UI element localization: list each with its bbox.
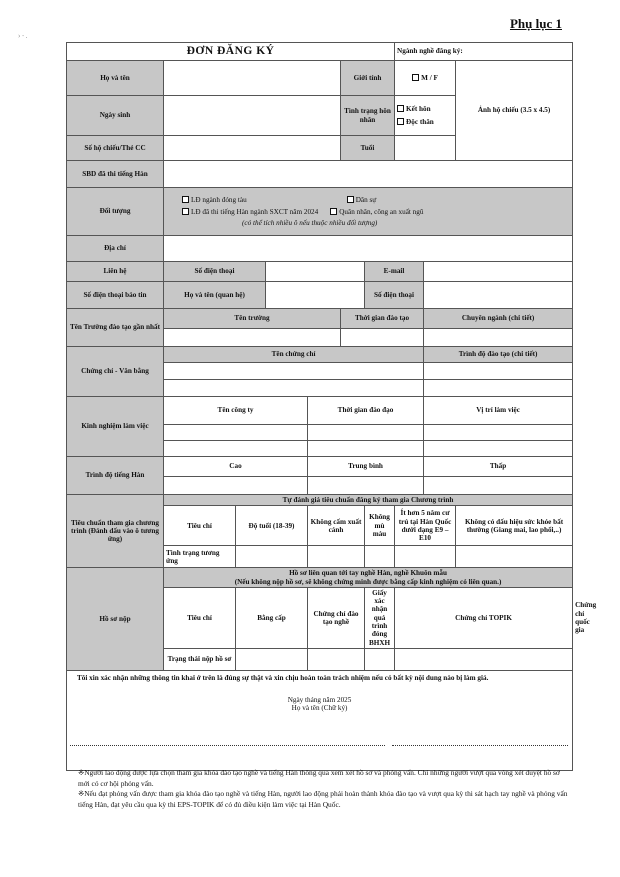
age-label: Tuổi bbox=[341, 136, 395, 161]
dossier-bhxh-col: Giấy xác nhận quá trình đóng BHXH bbox=[365, 587, 395, 648]
criteria-stay-col: Ít hơn 5 năm cư trú tại Hàn Quốc dưới dạng E9 – E10 bbox=[395, 506, 456, 546]
cert-name-header: Tên chứng chỉ bbox=[164, 347, 424, 363]
dossier-degree-field[interactable] bbox=[236, 648, 308, 670]
criteria-health-col: Không có dấu hiệu sức khỏe bất thường (Giang mai, lao phổi,..) bbox=[456, 506, 573, 546]
target-opt2: Dân sự bbox=[355, 196, 377, 205]
criteria-status-label: Tình trạng tương ứng bbox=[164, 546, 236, 568]
occupation-field[interactable] bbox=[395, 43, 573, 61]
target-note: (có thể tích nhiều ô nếu thuộc nhiều đối tượng) bbox=[242, 218, 378, 227]
criteria-stay-field[interactable] bbox=[395, 546, 456, 568]
relative-phone-label: Số điện thoại bbox=[365, 282, 424, 309]
dossier-skill-field[interactable] bbox=[308, 648, 365, 670]
company-header: Tên công ty bbox=[164, 397, 308, 425]
target-options bbox=[164, 188, 573, 236]
school-major-header: Chuyên ngành (chi tiết) bbox=[424, 309, 573, 329]
sbd-label: SBD đã thi tiếng Hàn bbox=[67, 161, 164, 188]
email-label: E-mail bbox=[365, 262, 424, 282]
position-field[interactable] bbox=[424, 425, 573, 441]
occupation-label: Ngành nghề đăng ký: bbox=[397, 47, 463, 56]
age-field[interactable] bbox=[395, 136, 456, 161]
cert-level-field[interactable] bbox=[424, 380, 573, 397]
single-label: Độc thân bbox=[406, 118, 434, 126]
signature-line: Họ và tên (Chữ ký) bbox=[291, 704, 348, 713]
korean-low: Thấp bbox=[424, 457, 573, 477]
checkbox-icon[interactable] bbox=[330, 208, 337, 215]
declaration-area bbox=[67, 670, 573, 770]
appendix-label: Phụ lục 1 bbox=[509, 16, 562, 31]
checkbox-icon[interactable] bbox=[182, 196, 189, 203]
gender-options: M / F bbox=[421, 73, 438, 82]
criteria-color-field[interactable] bbox=[365, 546, 395, 568]
emergency-label: Số điện thoại báo tin bbox=[67, 282, 164, 309]
cert-level-header: Trình độ đào tạo (chi tiết) bbox=[424, 347, 573, 363]
relative-phone-field[interactable] bbox=[424, 282, 573, 309]
school-major-field[interactable] bbox=[424, 329, 573, 347]
criteria-col: Tiêu chí bbox=[164, 506, 236, 546]
registration-form: ĐƠN ĐĂNG KÝ Ngành nghề đăng ký: Họ và tên Giới tính M / F Ảnh hộ chiếu (3.5 x 4.5) Ngày sinh Tình trạng hôn nhân Kết hôn Độc thân Số hộ chiếu/Thẻ CC Tuổi SBD đã thi tiếng Hàn Đối tượng LĐ ngành đóng tàu Dân sự LĐ đã thi tiếng Hàn ngành SXCT năm 2024 Quân nhân, công an xuất ngũ (có thể tích nhiều ô nếu thuộc nhiều đối tượng) Địa chỉ Liên hệ Số điện thoại E-mail Số điện thoại báo tin Họ và tên (quan hệ) Số điện thoại Tên Trường đào tạo gần nhất Tên trường Thời gian đào tạo Chuyên ngành (chi tiết) Chứng chỉ - Văn bằng Tên chứng chỉ Trình độ đào tạo (chi tiết) Kinh nghiệm làm việc Tên công ty Thời gian đào đạo Vị trí làm việc Trình độ tiếng Hàn Cao Trung bình Thấp Tiêu chuẩn tham gia chương trình (Đánh dấu vào ô tương ứng) Tự đánh giá tiêu chuẩn đăng ký tham gia Chương trình Tiêu chí Độ tuổi (18-39) Không cấm xuất cảnh Không mù màu Ít hơn 5 năm cư trú tại Hàn Quốc dưới dạng E9 – E10 Không có dấu hiệu sức khỏe bất thường (Giang mai, lao phổi,..) Tình trạng tương ứng Hồ sơ nộp Hồ sơ liên quan tới tay nghề Hàn, nghề Khuôn mẫu (Nếu không nộp hồ sơ, sẽ không chứng minh được bằng cấp kinh nghiệm có liên quan.) Tiêu chí Bằng cấp Chứng chỉ đào tạo nghề Giấy xác nhận quá trình đóng BHXH Chứng chỉ TOPIK Chứng chỉ quốc gia Trạng thái nộp hồ sơ Tôi xin xác nhận những thông tin khai ở trên là đúng sự thật và xin chịu hoàn toàn trách nhiệm nếu có bất kỳ nội dung nào bị làm giả. Ngày tháng năm 2025 Họ và tên (Chữ ký) bbox=[66, 42, 573, 771]
korean-label: Trình độ tiếng Hàn bbox=[67, 457, 164, 495]
checkbox-icon[interactable] bbox=[397, 105, 404, 112]
korean-mid-field[interactable] bbox=[308, 477, 424, 495]
work-time-field[interactable] bbox=[308, 441, 424, 457]
date-line: Ngày tháng năm 2025 bbox=[287, 696, 352, 705]
criteria-ban-col: Không cấm xuất cảnh bbox=[308, 506, 365, 546]
photo-box bbox=[456, 61, 573, 161]
signature-dotted-line bbox=[392, 745, 568, 746]
phone-field[interactable] bbox=[266, 262, 365, 282]
note-item: ※Nếu đạt phỏng vấn được tham gia khóa đào tạo nghề và tiếng Hàn, người lao động phải hoàn thành khóa đào tạo và vượt qua kỳ thi sát hạch tay nghề và phỏng vấn tiếng Hàn, đạt yêu cầu qua kỳ thi EPS-TOPIK để có đủ điều kiện làm việc tại Hàn Quốc. bbox=[78, 789, 568, 810]
dob-field[interactable] bbox=[164, 96, 341, 136]
checkbox-icon[interactable] bbox=[182, 208, 189, 215]
target-opt1: LĐ ngành đóng tàu bbox=[191, 196, 247, 205]
criteria-age-col: Độ tuổi (18-39) bbox=[236, 506, 308, 546]
dob-label: Ngày sinh bbox=[67, 96, 164, 136]
relative-name-field[interactable] bbox=[266, 282, 365, 309]
dossier-header bbox=[164, 568, 573, 588]
contact-label: Liên hệ bbox=[67, 262, 164, 282]
dossier-label: Hồ sơ nộp bbox=[67, 568, 164, 671]
scan-mark: › ⸱ . bbox=[18, 32, 28, 40]
dossier-skill-col: Chứng chỉ đào tạo nghề bbox=[308, 587, 365, 648]
korean-high: Cao bbox=[164, 457, 308, 477]
school-label: Tên Trường đào tạo gần nhất bbox=[67, 309, 164, 347]
certificate-label: Chứng chỉ - Văn bằng bbox=[67, 347, 164, 397]
gender-label: Giới tính bbox=[341, 61, 395, 96]
passport-label: Số hộ chiếu/Thẻ CC bbox=[67, 136, 164, 161]
dossier-topik-field[interactable] bbox=[395, 648, 573, 670]
criteria-label: Tiêu chuẩn tham gia chương trình (Đánh dấu vào ô tương ứng) bbox=[67, 495, 164, 568]
school-name-field[interactable] bbox=[164, 329, 341, 347]
position-field[interactable] bbox=[424, 441, 573, 457]
korean-mid: Trung bình bbox=[308, 457, 424, 477]
checkbox-icon[interactable] bbox=[347, 196, 354, 203]
relative-name-label: Họ và tên (quan hệ) bbox=[164, 282, 266, 309]
passport-field[interactable] bbox=[164, 136, 341, 161]
target-opt4: Quân nhân, công an xuất ngũ bbox=[339, 208, 424, 217]
note-item: ※Người lao động được lựa chọn tham gia khóa đào tạo nghề và tiếng Hàn thông qua xem xét hồ sơ và phỏng vấn. Chỉ những người vượt qua vòng xét duyệt hồ sơ mới có cơ hội phỏng vấn. bbox=[78, 768, 560, 788]
company-field[interactable] bbox=[164, 425, 308, 441]
photo-label: Ảnh hộ chiếu (3.5 x 4.5) bbox=[477, 106, 551, 115]
marital-field[interactable] bbox=[395, 96, 456, 136]
dossier-header-line1: Hồ sơ liên quan tới tay nghề Hàn, nghề Khuôn mẫu bbox=[289, 569, 448, 578]
checkbox-icon[interactable] bbox=[412, 74, 419, 81]
dossier-status-label: Trạng thái nộp hồ sơ bbox=[164, 648, 236, 670]
school-name-header: Tên trường bbox=[164, 309, 341, 329]
gender-field[interactable] bbox=[395, 61, 456, 96]
dossier-bhxh-field[interactable] bbox=[365, 648, 395, 670]
dossier-topik-col: Chứng chỉ TOPIK bbox=[395, 587, 573, 648]
cert-name-field[interactable] bbox=[164, 380, 424, 397]
sbd-field[interactable] bbox=[164, 161, 573, 188]
phone-label: Số điện thoại bbox=[164, 262, 266, 282]
form-title: ĐƠN ĐĂNG KÝ bbox=[67, 43, 395, 61]
dossier-header-line2: (Nếu không nộp hồ sơ, sẽ không chứng minh được bằng cấp kinh nghiệm có liên quan.) bbox=[234, 577, 502, 586]
korean-high-field[interactable] bbox=[164, 477, 308, 495]
full-name-label: Họ và tên bbox=[67, 61, 164, 96]
cert-level-field[interactable] bbox=[424, 363, 573, 380]
school-time-header: Thời gian đào tạo bbox=[341, 309, 424, 329]
full-name-field[interactable] bbox=[164, 61, 341, 96]
dossier-criteria-col: Tiêu chí bbox=[164, 587, 236, 648]
criteria-header: Tự đánh giá tiêu chuẩn đăng ký tham gia Chương trình bbox=[164, 495, 573, 506]
target-label: Đối tượng bbox=[67, 188, 164, 236]
declaration-text: Tôi xin xác nhận những thông tin khai ở trên là đúng sự thật và xin chịu hoàn toàn trách nhiệm nếu có bất kỳ nội dung nào bị làm giả. bbox=[77, 673, 489, 682]
dossier-degree-col: Bằng cấp bbox=[236, 587, 308, 648]
position-header: Vị trí làm việc bbox=[424, 397, 573, 425]
email-field[interactable] bbox=[424, 262, 573, 282]
marital-label: Tình trạng hôn nhân bbox=[341, 96, 395, 136]
signature-dotted-line bbox=[70, 745, 385, 746]
married-label: Kết hôn bbox=[406, 104, 431, 113]
company-field[interactable] bbox=[164, 441, 308, 457]
target-opt3: LĐ đã thi tiếng Hàn ngành SXCT năm 2024 bbox=[191, 208, 319, 217]
korean-low-field[interactable] bbox=[424, 477, 573, 495]
criteria-health-field[interactable] bbox=[456, 546, 573, 568]
criteria-age-field[interactable] bbox=[236, 546, 308, 568]
notes bbox=[78, 768, 568, 811]
address-label: Địa chỉ bbox=[67, 236, 164, 262]
criteria-ban-field[interactable] bbox=[308, 546, 365, 568]
cert-name-field[interactable] bbox=[164, 363, 424, 380]
address-field[interactable] bbox=[164, 236, 573, 262]
work-time-header: Thời gian đào đạo bbox=[308, 397, 424, 425]
work-time-field[interactable] bbox=[308, 425, 424, 441]
criteria-color-col: Không mù màu bbox=[365, 506, 395, 546]
experience-label: Kinh nghiệm làm việc bbox=[67, 397, 164, 457]
school-time-field[interactable] bbox=[341, 329, 424, 347]
checkbox-icon[interactable] bbox=[397, 118, 404, 125]
